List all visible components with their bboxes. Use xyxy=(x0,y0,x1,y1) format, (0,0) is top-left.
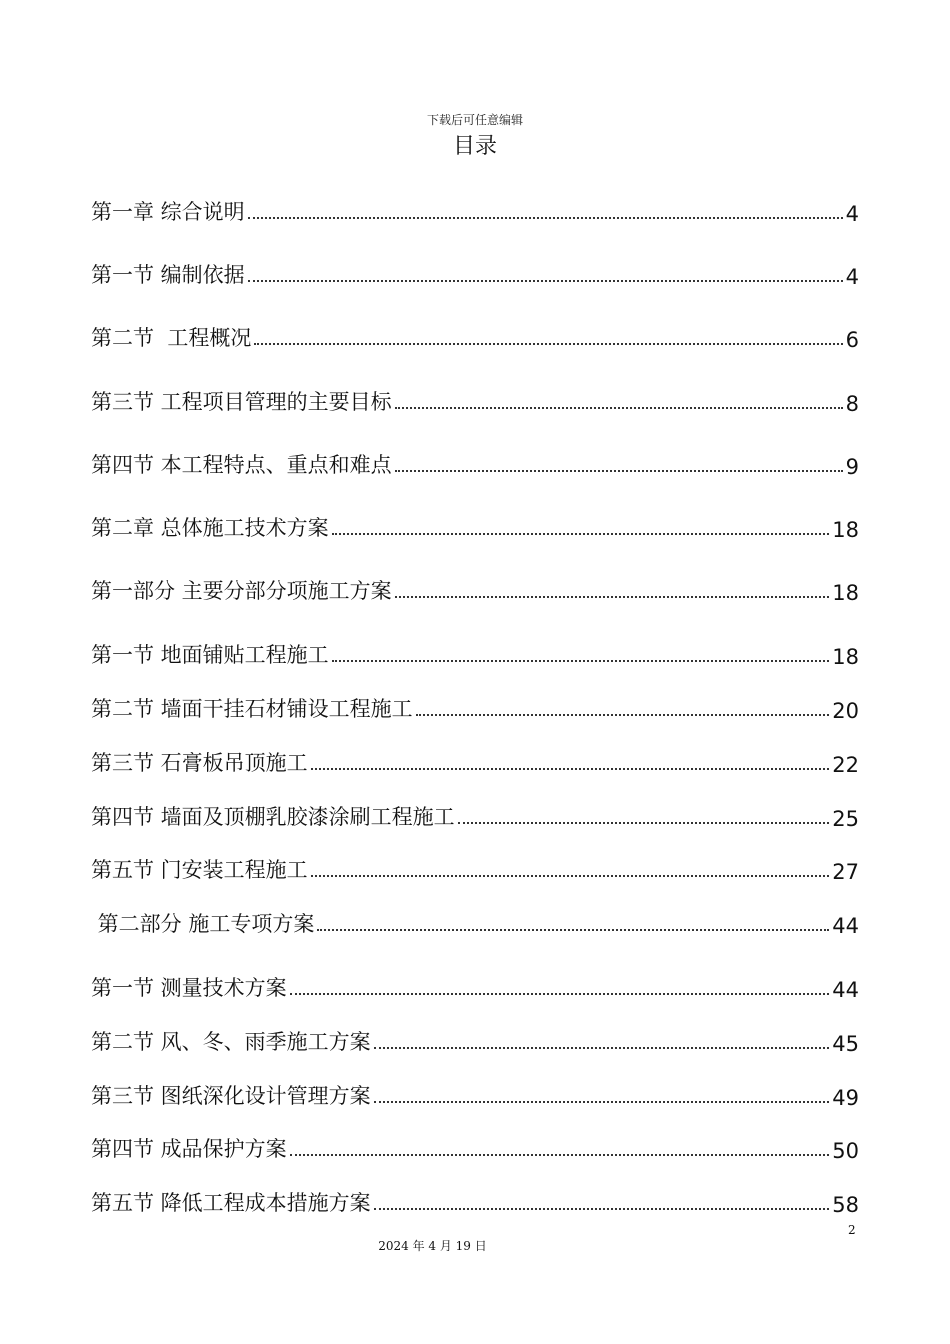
toc-leader-dots xyxy=(374,1047,830,1049)
toc-entry-page: 8 xyxy=(845,392,859,416)
toc-entry-label: 第五节 降低工程成本措施方案 xyxy=(91,1191,371,1215)
toc-leader-dots xyxy=(248,217,843,219)
toc-entry-label: 第三节 工程项目管理的主要目标 xyxy=(91,390,392,414)
toc-entry-page: 25 xyxy=(832,807,859,831)
toc-leader-dots xyxy=(317,929,829,931)
toc-leader-dots xyxy=(311,768,830,770)
toc-entry-label: 第二章 总体施工技术方案 xyxy=(91,516,329,540)
toc-entry[interactable] xyxy=(91,1076,859,1110)
toc-entry[interactable] xyxy=(91,1022,859,1056)
toc-leader-dots xyxy=(374,1208,830,1210)
toc-entry-label: 第四节 本工程特点、重点和难点 xyxy=(91,453,392,477)
toc-entry-label: 第一节 地面铺贴工程施工 xyxy=(91,643,329,667)
toc-entry[interactable] xyxy=(91,1129,859,1163)
toc-entry-page: 18 xyxy=(832,581,859,605)
toc-entry-page: 45 xyxy=(832,1032,859,1056)
toc-entry-page: 50 xyxy=(832,1139,859,1163)
toc-title: 目录 xyxy=(452,134,497,159)
toc-entry[interactable] xyxy=(91,689,859,723)
toc-entry[interactable] xyxy=(91,508,859,542)
toc-entry-page: 9 xyxy=(845,455,859,479)
toc-entry[interactable] xyxy=(91,968,859,1002)
toc-entry-page: 44 xyxy=(832,914,859,938)
toc-entry-page: 27 xyxy=(832,860,859,884)
header-note: 下载后可任意编辑 xyxy=(426,113,523,127)
toc-entry[interactable] xyxy=(91,571,859,605)
toc-entry-label: 第三节 图纸深化设计管理方案 xyxy=(91,1084,371,1108)
toc-entry-label: 第一节 编制依据 xyxy=(91,263,245,287)
toc-entry-label: 第四节 成品保护方案 xyxy=(91,1137,287,1161)
toc-entry-page: 49 xyxy=(832,1086,859,1110)
toc-entry-page: 22 xyxy=(832,753,859,777)
toc-entry-page: 20 xyxy=(832,699,859,723)
toc-leader-dots xyxy=(290,993,830,995)
toc-leader-dots xyxy=(374,1101,830,1103)
toc-entry-label: 第三节 石膏板吊顶施工 xyxy=(91,751,308,775)
toc-entry-page: 4 xyxy=(845,265,859,289)
toc-entry-label: 第二节 风、冬、雨季施工方案 xyxy=(91,1030,371,1054)
toc-leader-dots xyxy=(254,343,842,345)
toc-entry-label: 第一节 测量技术方案 xyxy=(91,976,287,1000)
toc-leader-dots xyxy=(458,822,830,824)
toc-entry-label: 第四节 墙面及顶棚乳胶漆涂刷工程施工 xyxy=(91,805,455,829)
toc-entry-label: 第二部分 施工专项方案 xyxy=(91,912,315,936)
toc-entry-page: 4 xyxy=(845,202,859,226)
toc-entry[interactable] xyxy=(91,382,859,416)
toc-entry-label: 第五节 门安装工程施工 xyxy=(91,858,308,882)
toc-leader-dots xyxy=(332,660,830,662)
toc-entry[interactable] xyxy=(91,1183,859,1217)
page-number: 2 xyxy=(848,1223,856,1237)
toc-entry-label: 第二节 工程概况 xyxy=(91,326,252,350)
toc-entry-page: 18 xyxy=(832,645,859,669)
toc-entry[interactable] xyxy=(91,635,859,669)
toc-leader-dots xyxy=(395,470,843,472)
toc-leader-dots xyxy=(332,533,830,535)
toc-entry-page: 6 xyxy=(845,328,859,352)
toc-entry[interactable] xyxy=(91,255,859,289)
toc-leader-dots xyxy=(248,280,843,282)
toc-entry-page: 18 xyxy=(832,518,859,542)
toc-leader-dots xyxy=(311,875,830,877)
toc-leader-dots xyxy=(416,714,830,716)
toc-entry[interactable] xyxy=(91,850,859,884)
toc-entry[interactable] xyxy=(91,904,859,938)
toc-entry[interactable] xyxy=(91,797,859,831)
toc-entry-page: 58 xyxy=(832,1193,859,1217)
toc-leader-dots xyxy=(395,407,843,409)
toc-leader-dots xyxy=(290,1154,830,1156)
toc-entry[interactable] xyxy=(91,192,859,226)
toc-leader-dots xyxy=(395,596,830,598)
toc-entry[interactable] xyxy=(91,445,859,479)
toc-entry-page: 44 xyxy=(832,978,859,1002)
toc-entry[interactable] xyxy=(91,743,859,777)
toc-entry[interactable] xyxy=(91,318,859,352)
toc-entry-label: 第一部分 主要分部分项施工方案 xyxy=(91,579,392,603)
footer-date: 2024 年 4 月 19 日 xyxy=(378,1239,487,1253)
toc-entry-label: 第一章 综合说明 xyxy=(91,200,245,224)
toc-entry-label: 第二节 墙面干挂石材铺设工程施工 xyxy=(91,697,413,721)
